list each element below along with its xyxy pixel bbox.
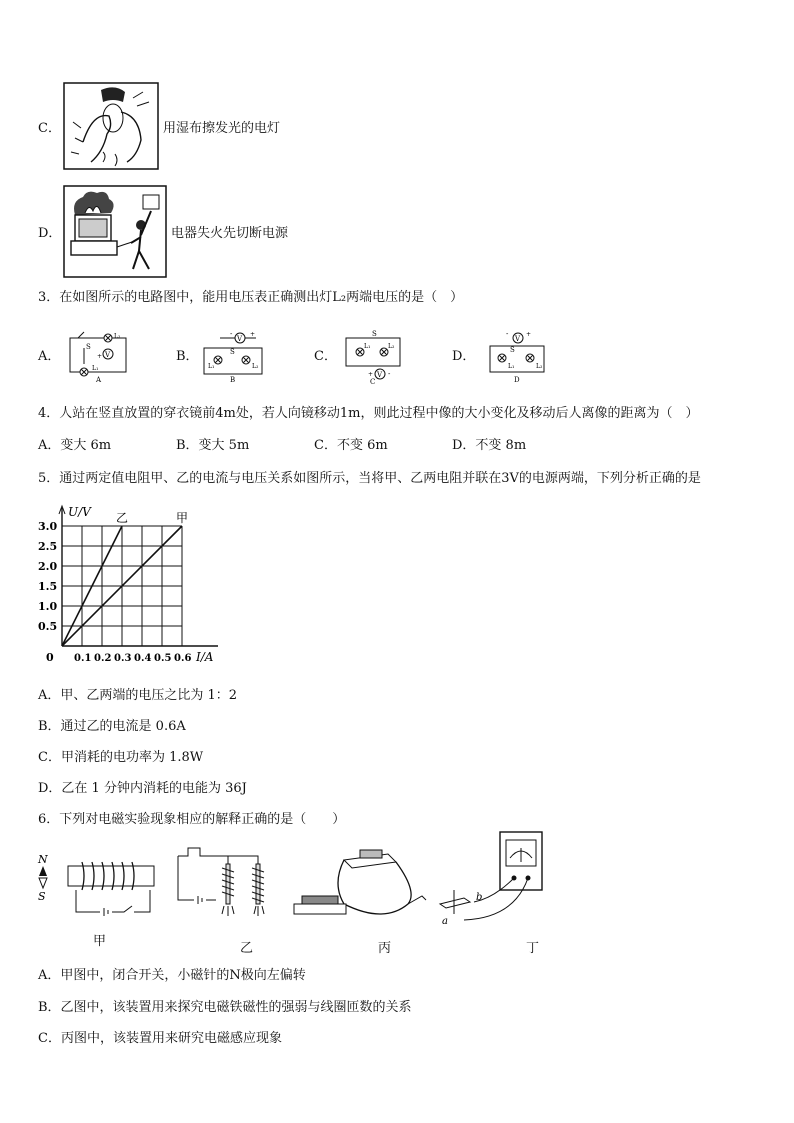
q6-label-jia: 甲 [93, 934, 107, 949]
q6-figure-bing [284, 844, 434, 928]
x-tick-label: 0.1 [74, 653, 92, 664]
q3-d-l2: L₂ [536, 363, 543, 370]
q3-b-switch: S [230, 348, 235, 356]
q3-c-l1: L₁ [364, 343, 371, 350]
q3-circuit-a [64, 330, 130, 382]
q4-option-c: C．不变 6m [314, 438, 388, 453]
q3-b-volt: V [237, 335, 243, 343]
y-tick-label: 0.5 [38, 620, 58, 633]
option-d-caption: 电器失火先切断电源 [171, 226, 289, 241]
q3-b-minus: - [230, 330, 233, 338]
q6-label-yi: 乙 [240, 941, 254, 956]
q5-stem: 5．通过两定值电阻甲、乙的电流与电压关系如图所示，当将甲、乙两电阻并联在3V的电源两端，下列分析正确的是 [38, 471, 701, 486]
q6-option-b: B．乙图中，该装置用来探究电磁铁磁性的强弱与线圈匝数的关系 [38, 1000, 412, 1015]
q3-c-minus: - [388, 370, 391, 378]
q3-a-switch: S [86, 343, 91, 351]
q5-option-d: D．乙在 1 分钟内消耗的电能为 36J [38, 781, 247, 796]
compass-n: N [38, 853, 48, 866]
q5-option-b: B．通过乙的电流是 0.6A [38, 719, 186, 734]
q3-b-plus: + [250, 331, 256, 338]
q5-chart [34, 500, 234, 672]
x-tick-label: 0.6 [174, 653, 192, 664]
x-axis-label: I/A [196, 650, 214, 664]
x-tick-label: 0.2 [94, 653, 112, 664]
q3-c-volt: V [377, 371, 383, 379]
q3-option-b: B． [176, 349, 199, 364]
q4-option-b: B．变大 5m [176, 438, 250, 453]
series-label: 乙 [116, 511, 129, 525]
q3-option-d: D． [452, 349, 476, 364]
q3-d-volt: V [515, 335, 521, 343]
y-axis-label: U/V [68, 505, 91, 519]
x-tick-label: 0.5 [154, 653, 172, 664]
q3-c-plus: + [368, 371, 374, 378]
q6-option-a: A．甲图中，闭合开关，小磁针的N极向左偏转 [38, 968, 306, 983]
q3-b-l2: L₂ [252, 363, 259, 370]
q6-figure-yi [170, 844, 270, 918]
q3-d-plus: + [526, 331, 532, 338]
q3-circuit-c [340, 328, 406, 384]
q4-option-d: D．不变 8m [452, 438, 527, 453]
y-tick-label: 1.5 [38, 580, 58, 593]
q6-option-c: C．丙图中，该装置用来研究电磁感应现象 [38, 1031, 282, 1046]
q3-a-l2: L₂ [114, 333, 121, 340]
wet-cloth-lamp-icon [63, 82, 159, 170]
q3-circuit-d [484, 328, 550, 384]
option-d-letter: D． [38, 226, 62, 241]
q3-a-l1: L₁ [92, 365, 99, 372]
q3-option-c: C． [314, 349, 337, 364]
q3-d-minus: - [506, 330, 509, 338]
x-tick-label: 0.4 [134, 653, 152, 664]
q3-a-label: A [96, 376, 102, 382]
q4-stem: 4．人站在竖直放置的穿衣镜前4m处，若人向镜移动1m，则此过程中像的大小变化及移动后人离像的距离为（ ） [38, 406, 699, 421]
q6-stem: 6．下列对电磁实验现象相应的解释正确的是（ ） [38, 812, 346, 827]
q3-c-l2: L₂ [388, 343, 395, 350]
option-c-caption: 用湿布擦发光的电灯 [163, 121, 281, 136]
option-c-letter: C． [38, 121, 61, 136]
x-tick-label: 0.3 [114, 653, 132, 664]
fire-cut-power-icon [63, 185, 167, 278]
q3-d-switch: S [510, 346, 515, 354]
y-tick-label: 3.0 [38, 520, 58, 533]
q3-a-plus: + [97, 353, 103, 360]
compass-s: S [38, 890, 46, 903]
q3-c-switch: S [372, 330, 377, 338]
point-a: a [442, 916, 448, 927]
q3-c-label: C [370, 378, 376, 384]
point-b: b [476, 892, 483, 903]
q3-stem: 3．在如图所示的电路图中，能用电压表正确测出灯L₂两端电压的是（ ） [38, 290, 464, 305]
y-tick-label: 2.5 [38, 540, 58, 553]
q3-option-a: A． [38, 349, 61, 364]
y-tick-label: 2.0 [38, 560, 58, 573]
origin-label: 0 [46, 651, 54, 664]
q3-b-l1: L₁ [208, 363, 215, 370]
y-tick-label: 1.0 [38, 600, 58, 613]
q6-label-bing: 丙 [378, 941, 392, 956]
q3-a-volt: V [105, 351, 111, 359]
q4-option-a: A．变大 6m [38, 438, 112, 453]
q6-label-ding: 丁 [526, 941, 540, 956]
q5-option-c: C．甲消耗的电功率为 1.8W [38, 750, 204, 765]
q3-circuit-b [200, 330, 266, 382]
q3-b-label: B [230, 376, 236, 382]
q3-d-l1: L₁ [508, 363, 515, 370]
q6-figure-jia [36, 852, 160, 918]
series-label: 甲 [176, 511, 189, 525]
q6-figure-ding [434, 828, 554, 932]
q5-option-a: A．甲、乙两端的电压之比为 1：2 [38, 688, 238, 703]
q3-d-label: D [514, 376, 520, 384]
